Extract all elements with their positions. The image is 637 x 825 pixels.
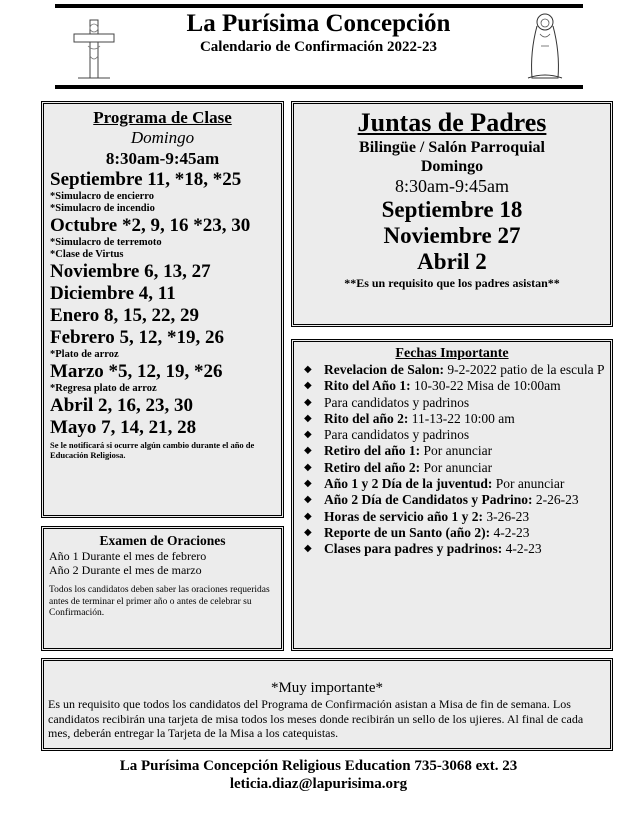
parents-meetings-box — [291, 101, 613, 327]
important-date-item: ◆ Revelacion de Salon: 9-2-2022 patio de la escula P — [304, 362, 605, 377]
parents-requirement: **Es un requisito que los padres asistan** — [344, 276, 560, 290]
prayer-exam-title: Examen de Oraciones — [99, 533, 226, 548]
schedule-date: Abril 2, 16, 23, 30 — [50, 395, 194, 416]
class-program-time: 8:30am-9:45am — [105, 149, 220, 168]
important-date-item: ◆ Año 2 Día de Candidatos y Padrino: 2-26-23 — [304, 492, 579, 508]
bullet-icon: ◆ — [304, 380, 312, 392]
important-date-item: ◆ Horas de servicio año 1 y 2: 3-26-23 — [304, 508, 530, 524]
cross-illustration — [68, 16, 120, 82]
class-program-day: Domingo — [130, 128, 195, 147]
important-notice-title: *Muy importante* — [270, 680, 384, 696]
schedule-date: Mayo 7, 14, 21, 28 — [50, 417, 197, 438]
important-date-item: ◆ Año 1 y 2 Día de la juventud: Por anunciar — [304, 476, 565, 492]
important-date-item: ◆ Rito del Año 1: 10-30-22 Misa de 10:00am — [304, 378, 561, 394]
parents-meeting-date: Abril 2 — [417, 249, 487, 274]
parents-meetings-subtitle: Bilingüe / Salón Parroquial — [359, 139, 545, 156]
class-schedule-list — [50, 169, 275, 439]
bullet-icon: ◆ — [304, 478, 312, 490]
page-subtitle: Calendario de Confirmación 2022-23 — [199, 39, 438, 55]
footer-contact-line: La Purísima Concepción Religious Education 735-3068 ext. 23 — [119, 758, 518, 774]
important-date-item: ◆ Rito del año 2: 11-13-22 10:00 am — [304, 410, 515, 426]
class-program-footnote: Se le notificará si ocurre algún cambio durante el año de Educación Religiosa. — [50, 440, 255, 460]
important-date-item: ◆ Retiro del año 2: Por anunciar — [304, 459, 493, 475]
schedule-note: *Simulacro de encierro — [50, 191, 155, 202]
important-dates-list — [298, 362, 606, 558]
bullet-icon: ◆ — [304, 494, 312, 506]
important-date-item: ◆ Retiro del año 1: Por anunciar — [304, 443, 493, 459]
important-date-item: ◆ Para candidatos y padrinos — [304, 394, 470, 410]
schedule-note: *Plato de arroz — [50, 349, 119, 360]
bullet-icon: ◆ — [304, 412, 312, 424]
bullet-icon: ◆ — [304, 543, 312, 555]
bullet-icon: ◆ — [304, 364, 312, 375]
schedule-note: *Clase de Virtus — [50, 249, 124, 260]
schedule-date: Marzo *5, 12, 19, *26 — [50, 361, 223, 382]
important-notice-text: Es un requisito que todos los candidatos del Programa de Confirmación asistan a Misa de fin de semana. Los candidatos recibirán una tarjeta de misa todos los meses donde recibirán un sello de los ujieres. Al final de cada mes, deberán entregar la Tarjeta de la Misa a los catequistas. — [48, 697, 584, 740]
important-dates-title: Fechas Importante — [395, 346, 509, 361]
important-dates-box — [291, 339, 613, 651]
bullet-icon: ◆ — [304, 396, 312, 408]
footer-email[interactable]: leticia.diaz@lapurisima.org — [229, 776, 408, 792]
important-date-item: ◆ Clases para padres y padrinos: 4-2-23 — [304, 541, 542, 557]
schedule-date: Enero 8, 15, 22, 29 — [50, 305, 200, 326]
prayer-exam-box — [41, 526, 284, 651]
bullet-icon: ◆ — [304, 445, 312, 457]
madonna-illustration — [522, 12, 568, 82]
schedule-date: Febrero 5, 12, *19, 26 — [50, 327, 224, 348]
bullet-icon: ◆ — [304, 526, 312, 538]
class-program-box — [41, 101, 284, 518]
parents-meetings-day: Domingo — [420, 158, 484, 175]
schedule-date: Octubre *2, 9, 16 *23, 30 — [50, 215, 251, 236]
page-title: La Purísima Concepción — [186, 10, 451, 37]
header-top-rule — [55, 4, 583, 8]
bullet-icon: ◆ — [304, 510, 312, 522]
schedule-note: *Simulacro de terremoto — [50, 237, 162, 248]
schedule-date: Septiembre 11, *18, *25 — [50, 169, 242, 190]
prayer-exam-line: Año 2 Durante el mes de marzo — [49, 563, 202, 577]
schedule-date: Noviembre 6, 13, 27 — [50, 261, 211, 282]
important-date-item: ◆ Reporte de un Santo (año 2): 4-2-23 — [304, 524, 530, 540]
parents-meetings-time: 8:30am-9:45am — [395, 176, 509, 196]
schedule-note: *Simulacro de incendio — [50, 203, 155, 214]
schedule-note: *Regresa plato de arroz — [50, 383, 157, 394]
header-bottom-rule — [55, 85, 583, 89]
parents-meeting-date: Noviembre 27 — [383, 223, 521, 248]
bullet-icon: ◆ — [304, 429, 312, 441]
schedule-date: Diciembre 4, 11 — [50, 283, 176, 304]
prayer-exam-line: Año 1 Durante el mes de febrero — [49, 549, 207, 563]
parents-meetings-title: Juntas de Padres — [357, 108, 547, 137]
prayer-exam-note: Todos los candidatos deben saber las oraciones requeridas antes de terminar el primer año o antes de celebrar su Confirmación. — [49, 585, 270, 618]
important-date-item: ◆ Para candidatos y padrinos — [304, 427, 470, 443]
parents-meeting-date: Septiembre 18 — [381, 197, 523, 222]
important-notice-box — [41, 658, 613, 751]
bullet-icon: ◆ — [304, 461, 312, 473]
class-program-title: Programa de Clase — [93, 108, 232, 127]
